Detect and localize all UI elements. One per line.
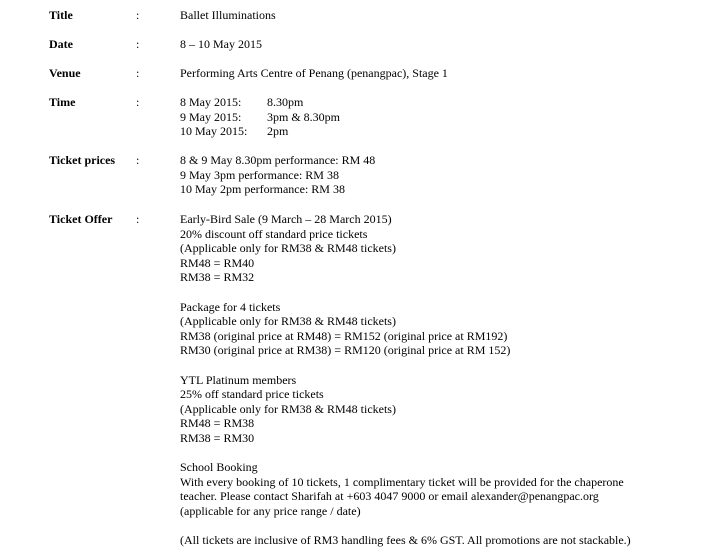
early-bird-line: RM38 = RM32 [180,270,255,285]
ytl-line: RM38 = RM30 [180,430,255,445]
ticket-prices-colon: : [136,153,140,167]
early-bird-line: RM48 = RM40 [180,255,255,270]
early-bird-line: (Applicable only for RM38 & RM48 tickets) [180,241,396,256]
early-bird-heading: Early-Bird Sale (9 March – 28 March 2015) [180,212,392,226]
time-entry-date: 9 May 2015: [180,109,242,124]
venue-value: Performing Arts Centre of Penang (penangpac), Stage 1 [180,66,448,80]
time-entry [180,124,700,139]
spacer [180,358,700,373]
time-entry-time: 2pm [267,124,289,139]
package-line: (Applicable only for RM38 & RM48 tickets) [180,314,396,329]
time-colon: : [136,95,140,109]
title-colon: : [136,8,140,22]
time-entry-date: 10 May 2015: [180,124,248,139]
footnote: (All tickets are inclusive of RM3 handling fees & 6% GST. All promotions are not stackable.) [180,533,631,548]
title-label: Title [49,8,73,22]
time-entry-time: 8.30pm [267,95,304,109]
school-heading: School Booking [180,460,258,475]
ticket-price-line: 9 May 3pm performance: RM 38 [180,167,339,182]
time-entry [180,110,700,125]
ticket-price-line: 8 & 9 May 8.30pm performance: RM 48 [180,153,376,167]
package-heading: Package for 4 tickets [180,299,281,314]
time-entry-time: 3pm & 8.30pm [267,109,341,124]
date-colon: : [136,37,140,51]
ytl-line: 25% off standard price tickets [180,387,324,402]
date-value: 8 – 10 May 2015 [180,37,262,51]
ticket-offer-details [180,212,700,548]
venue-label: Venue [49,66,81,80]
time-label: Time [49,95,76,109]
ytl-line: (Applicable only for RM38 & RM48 tickets) [180,401,396,416]
time-entry-date: 8 May 2015: [180,95,242,109]
ticket-offer-colon: : [136,212,140,226]
time-schedule [180,95,700,139]
ticket-offer-label: Ticket Offer [49,212,113,226]
ticket-price-line: 10 May 2pm performance: RM 38 [180,182,345,197]
school-line: (applicable for any price range / date) [180,503,361,518]
school-line: With every booking of 10 tickets, 1 complimentary ticket will be provided for the chaperone [180,474,624,489]
school-line: teacher. Please contact Sharifah at +603 4047 9000 or email alexander@penangpac.org [180,489,599,504]
spacer [180,446,700,461]
ytl-heading: YTL Platinum members [180,372,297,387]
date-label: Date [49,37,73,51]
early-bird-line: 20% discount off standard price tickets [180,226,368,241]
ticket-prices-label: Ticket prices [49,153,116,167]
ticket-prices-list [180,153,700,197]
ytl-line: RM48 = RM38 [180,416,255,431]
package-line: RM38 (original price at RM48) = RM152 (original price at RM192) [180,328,508,343]
title-value: Ballet Illuminations [180,8,276,22]
time-entry [180,95,700,110]
venue-colon: : [136,66,140,80]
package-line: RM30 (original price at RM38) = RM120 (original price at RM 152) [180,343,511,358]
spacer [180,285,700,300]
spacer [180,518,700,533]
